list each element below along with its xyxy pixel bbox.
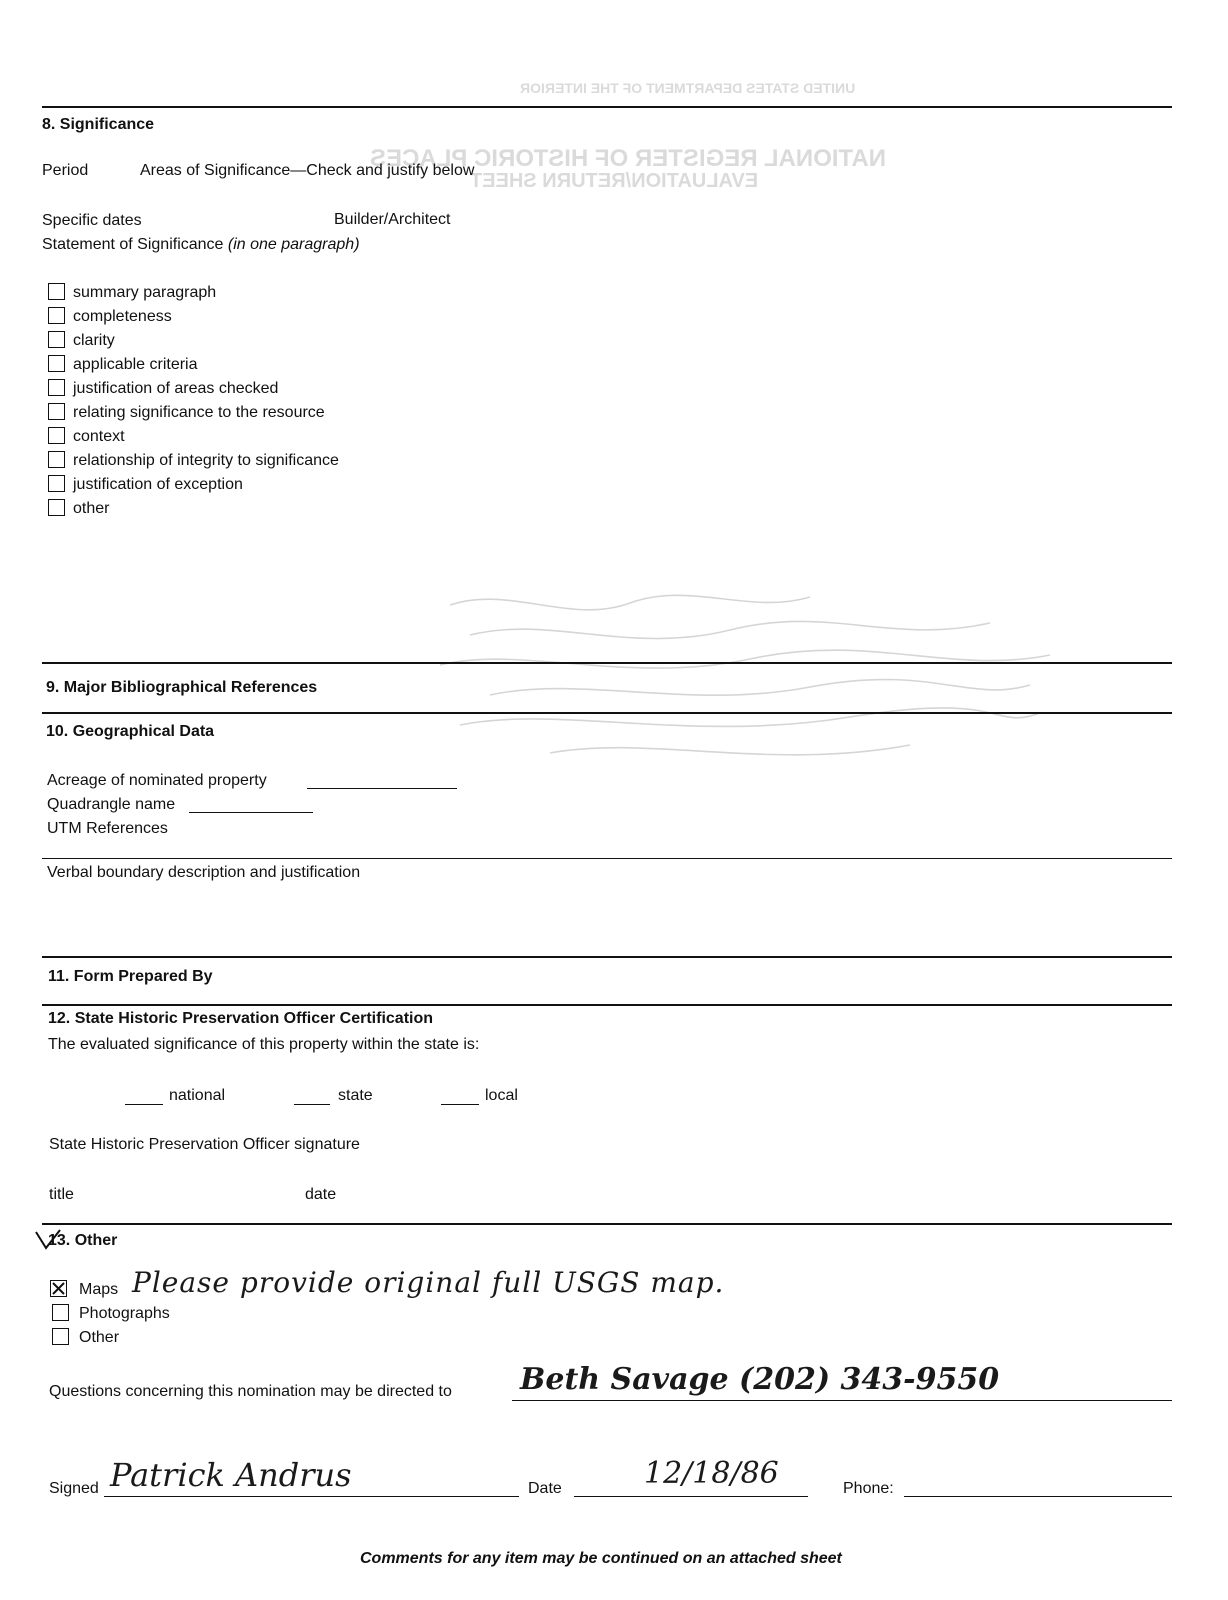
checkbox-relationship-of-integrity[interactable] <box>48 451 65 468</box>
checkbox-clarity[interactable] <box>48 331 65 348</box>
checklist-label: applicable criteria <box>73 356 198 373</box>
verbal-boundary-label: Verbal boundary description and justification <box>47 864 361 881</box>
bleed-through-scribbles <box>430 585 1070 785</box>
checkbox-summary-paragraph[interactable] <box>48 283 65 300</box>
checkbox-justification-of-exception[interactable] <box>48 475 65 492</box>
footer-note: Comments for any item may be continued on an attached sheet <box>360 1550 842 1567</box>
specific-dates-label: Specific dates <box>42 212 142 229</box>
section-11-heading: 11. Form Prepared By <box>48 968 213 985</box>
signed-date-handwritten: 12/18/86 <box>644 1456 779 1491</box>
section-9-heading: 9. Major Bibliographical References <box>46 679 318 696</box>
national-label: national <box>169 1087 226 1104</box>
section-8-heading: 8. Significance <box>42 116 155 133</box>
state-field[interactable] <box>294 1104 330 1105</box>
section-10-heading: 10. Geographical Data <box>46 723 215 740</box>
section-rule <box>42 1004 1172 1006</box>
checklist-label: justification of areas checked <box>73 380 279 397</box>
other-attachment-label: Other <box>79 1329 120 1346</box>
checkbox-other[interactable] <box>48 499 65 516</box>
section-rule <box>42 712 1172 714</box>
shpo-signature-label: State Historic Preservation Officer signature <box>49 1136 360 1153</box>
questions-label: Questions concerning this nomination may be directed to <box>49 1383 452 1400</box>
section-12-heading: 12. State Historic Preservation Officer Certification <box>48 1010 434 1027</box>
acreage-field[interactable] <box>307 788 457 789</box>
questions-contact-handwritten: Beth Savage (202) 343-9550 <box>520 1362 1000 1397</box>
bleed-through-text: EVALUATION/RETURN SHEET <box>470 170 759 192</box>
areas-of-significance-label: Areas of Significance—Check and justify below <box>140 162 475 179</box>
checklist-label: summary paragraph <box>73 284 217 301</box>
checkbox-photographs[interactable] <box>52 1304 69 1321</box>
checklist-label: relationship of integrity to significance <box>73 452 339 469</box>
period-label: Period <box>42 162 89 179</box>
checklist-label: clarity <box>73 332 115 349</box>
maps-handwritten-note: Please provide original full USGS map. <box>132 1266 725 1299</box>
section-13-heading: 13. Other <box>48 1232 118 1249</box>
checklist-label: other <box>73 500 110 517</box>
section-rule <box>42 956 1172 958</box>
checkbox-justification-of-areas[interactable] <box>48 379 65 396</box>
national-field[interactable] <box>125 1104 163 1105</box>
checkbox-relating-significance[interactable] <box>48 403 65 420</box>
signed-date-label: Date <box>528 1480 562 1497</box>
checkbox-context[interactable] <box>48 427 65 444</box>
utm-references-label: UTM References <box>47 820 168 837</box>
title-label: title <box>49 1186 74 1203</box>
statement-label: Statement of Significance <box>42 236 224 253</box>
builder-architect-label: Builder/Architect <box>334 211 451 228</box>
bleed-through-text: NATIONAL REGISTER OF HISTORIC PLACES <box>370 145 887 172</box>
section-rule <box>42 662 1172 664</box>
section-rule <box>42 858 1172 859</box>
checkbox-completeness[interactable] <box>48 307 65 324</box>
statement-of-significance-label <box>42 236 360 254</box>
checklist-label: context <box>73 428 125 445</box>
checklist-label: completeness <box>73 308 172 325</box>
checklist-label: justification of exception <box>73 476 243 493</box>
quadrangle-label: Quadrangle name <box>47 796 176 813</box>
checklist-label: relating significance to the resource <box>73 404 325 421</box>
signed-label: Signed <box>49 1480 99 1497</box>
section-rule <box>42 1223 1172 1225</box>
phone-label: Phone: <box>843 1480 894 1497</box>
checkbox-applicable-criteria[interactable] <box>48 355 65 372</box>
acreage-label: Acreage of nominated property <box>47 772 267 789</box>
signature-handwritten: Patrick Andrus <box>110 1456 352 1494</box>
statement-note: (in one paragraph) <box>227 236 360 253</box>
maps-label: Maps <box>79 1281 119 1298</box>
signed-date-line <box>574 1496 808 1497</box>
quadrangle-field[interactable] <box>189 812 313 813</box>
x-mark-icon <box>50 1280 67 1297</box>
local-field[interactable] <box>441 1104 479 1105</box>
state-label: state <box>338 1087 373 1104</box>
evaluated-significance-text: The evaluated significance of this property within the state is: <box>48 1036 480 1053</box>
section-rule <box>42 106 1172 108</box>
signed-line <box>104 1496 519 1497</box>
bleed-through-text: UNITED STATES DEPARTMENT OF THE INTERIOR <box>520 80 856 96</box>
questions-contact-line <box>512 1400 1172 1401</box>
local-label: local <box>485 1087 518 1104</box>
phone-line <box>904 1496 1172 1497</box>
date-label: date <box>305 1186 337 1203</box>
checkbox-other-attachment[interactable] <box>52 1328 69 1345</box>
photographs-label: Photographs <box>79 1305 170 1322</box>
